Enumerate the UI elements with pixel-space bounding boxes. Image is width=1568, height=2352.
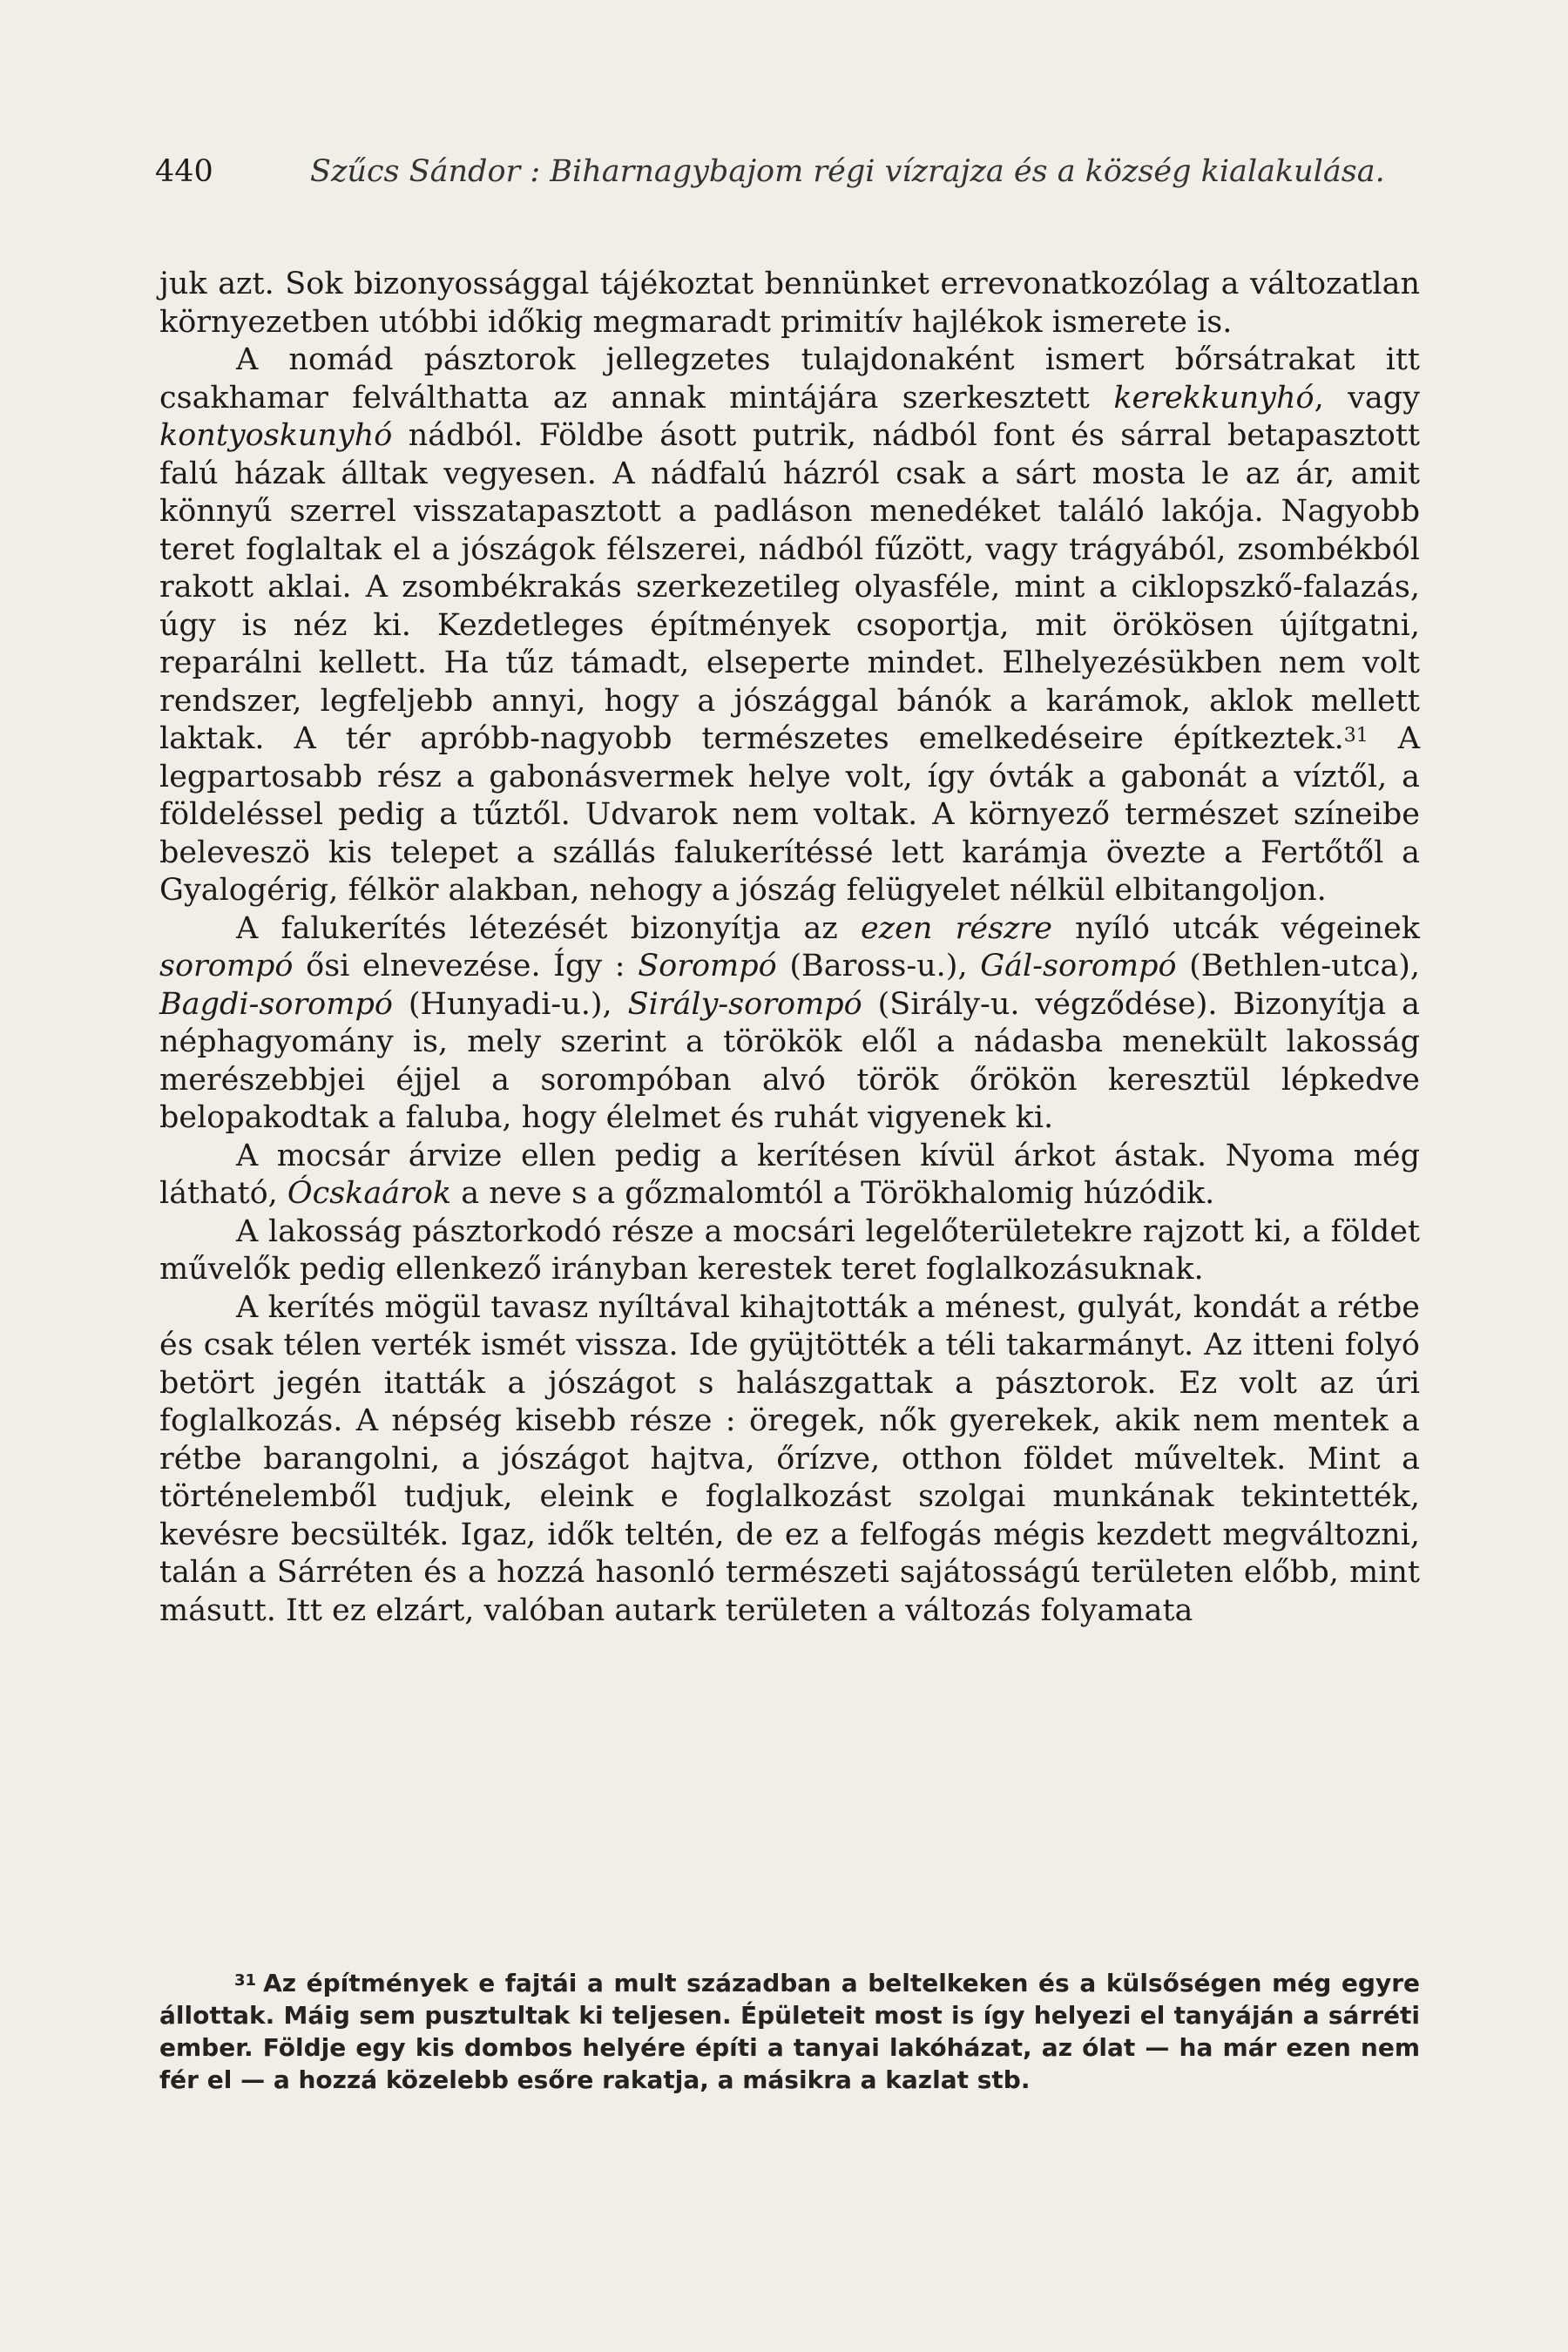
text-run: nyíló utcák végeinek: [1051, 910, 1420, 946]
paragraph-3: [159, 910, 1420, 1138]
paragraph-6: A kerítés mögül tavasz nyíltával kihajtották a ménest, gulyát, kondát a rétbe és csak télen verték ismét vissza. Ide gyüjtötték a téli takarmányt. Az itteni folyó betört jegén itatták a jószágot s halászgattak a pásztorok. Ez volt az úri foglalkozás. A népség kisebb része : öregek, nők gyerekek, akik nem mentek a rétbe barangolni, a jószágot hajtva, őrízve, otthon földet műveltek. Mint a történelemből tudjuk, eleink e foglalkozást szolgai munkának tekintették, kevésre becsülték. Igaz, idők teltén, de ez a felfogás mégis kezdett megváltozni, talán a Sárréten és a hozzá hasonló természeti sajátosságú területen előbb, mint másutt. Itt ez elzárt, valóban autark területen a változás folyamata: [159, 1289, 1420, 1628]
text-run: A mocsár árvize ellen pedig a kerítésen kívül árkot ástak. Nyoma még látható,: [159, 1138, 1420, 1211]
italic-term-kerekkunyho: kerekkunyhó: [1113, 380, 1315, 416]
paragraph-2: [159, 341, 1420, 910]
text-run: nádból. Földbe ásott putrik, nádból font és sárral betapasztott falú házak álltak vegyesen. A nádfalú házról csak a sárt mosta le az ár, amit könnyű szerrel visszatapasztott a padláson menedéket találó lakója. Nagyobb teret foglaltak el a jószágok félszerei, nádból fűzött, vagy trágyából, zsombékból rakott aklai. A zsombékrakás szerkezetileg olyasféle, mint a ciklopszkő-falazás, úgy is néz ki. Kezdetleges építmények csoportja, mit örökösen újítgatni, reparálni kellett. Ha tűz támadt, elseperte mindet. Elhelyezésükben nem volt rendszer, legfeljebb annyi, hogy a jószággal bánók a karámok, aklok mellett laktak. A tér apróbb-nagyobb természetes emelkedéseire építkeztek.: [159, 418, 1420, 756]
italic-term: Sirály-sorompó: [627, 986, 862, 1022]
footnote-text: Az építmények e fajtái a mult században a beltelkeken és a külsőségen még egyre állottak. Máig sem pusztultak ki teljesen. Épületeit most is így helyezi el tanyáján a sárréti ember. Földje egy kis dombos helyére építi a tanyai lakóházat, az ólat — ha már ezen nem fér el — a hozzá közelebb esőre rakatja, a másikra a kazlat stb.: [159, 1969, 1420, 2094]
text-run: , vagy: [1314, 380, 1420, 416]
footnote-number: 31: [234, 1971, 257, 1990]
text-run: ősi elnevezése. Így :: [293, 949, 639, 983]
footnote-reference: 31: [1343, 725, 1369, 747]
page-number: 440: [155, 154, 213, 189]
italic-term-ocskaarok: Ócskaárok: [287, 1176, 452, 1211]
main-text: [159, 266, 1420, 1630]
paragraph-4: [159, 1138, 1420, 1213]
italic-term: ezen részre: [860, 910, 1052, 946]
paragraph-5: A lakosság pásztorkodó része a mocsári legelőterületekre rajzott ki, a földet művelők pedig ellenkező irányban kerestek teret foglalkozásuknak.: [159, 1213, 1420, 1287]
italic-term: Gál-sorompó: [980, 949, 1177, 983]
text-run: A nomád pásztorok jellegzetes tulajdonaként ismert bőrsátrakat itt csakhamar felválthatta az annak mintájára szerkesztett: [159, 342, 1420, 416]
italic-term: Bagdi-sorompó: [159, 986, 393, 1022]
italic-term: Sorompó: [638, 949, 777, 983]
footnote: [159, 1967, 1420, 2096]
italic-term-kontyoskunyho: kontyoskunyhó: [159, 418, 393, 453]
italic-term: sorompó: [159, 949, 294, 983]
text-run: a neve s a gőzmalomtól a Törökhalomig húzódik.: [451, 1176, 1215, 1211]
text-run: (Hunyadi-u.),: [392, 986, 628, 1022]
running-header: [155, 150, 1418, 193]
footnote-paragraph: [159, 1967, 1420, 2096]
text-run: A falukerítés létezését bizonyítja az: [236, 910, 861, 946]
running-title: Szűcs Sándor : Biharnagybajom régi vízrajza és a község kialakulása.: [310, 154, 1385, 189]
text-run: (Sirály-u. végződése). Bizonyítja a néphagyomány is, mely szerint a törökök elől a nádasba menekült lakosság merészebbjei éjjel a sorompóban alvó török őrökön keresztül lépkedve belopakodtak a faluba, hogy élelmet és ruhát vigyenek ki.: [159, 986, 1420, 1135]
text-run: A legpartosabb rész a gabonásvermek helye volt, így óvták a gabonát a víztől, a földeléssel pedig a tűztől. Udvarok nem voltak. A környező természet színeibe beleveszö kis telepet a szállás falukerítéssé lett karámja övezte a Fertőtől a Gyalogérig, félkör alakban, nehogy a jószág felügyelet nélkül elbitangoljon.: [159, 721, 1420, 908]
text-run: (Baross-u.),: [776, 949, 981, 983]
text-run: (Bethlen-utca),: [1176, 949, 1420, 983]
paragraph-1: juk azt. Sok bizonyossággal tájékoztat bennünket errevonatkozólag a változatlan környezetben utóbbi időkig megmaradt primitív hajlékok ismerete is.: [159, 267, 1420, 340]
